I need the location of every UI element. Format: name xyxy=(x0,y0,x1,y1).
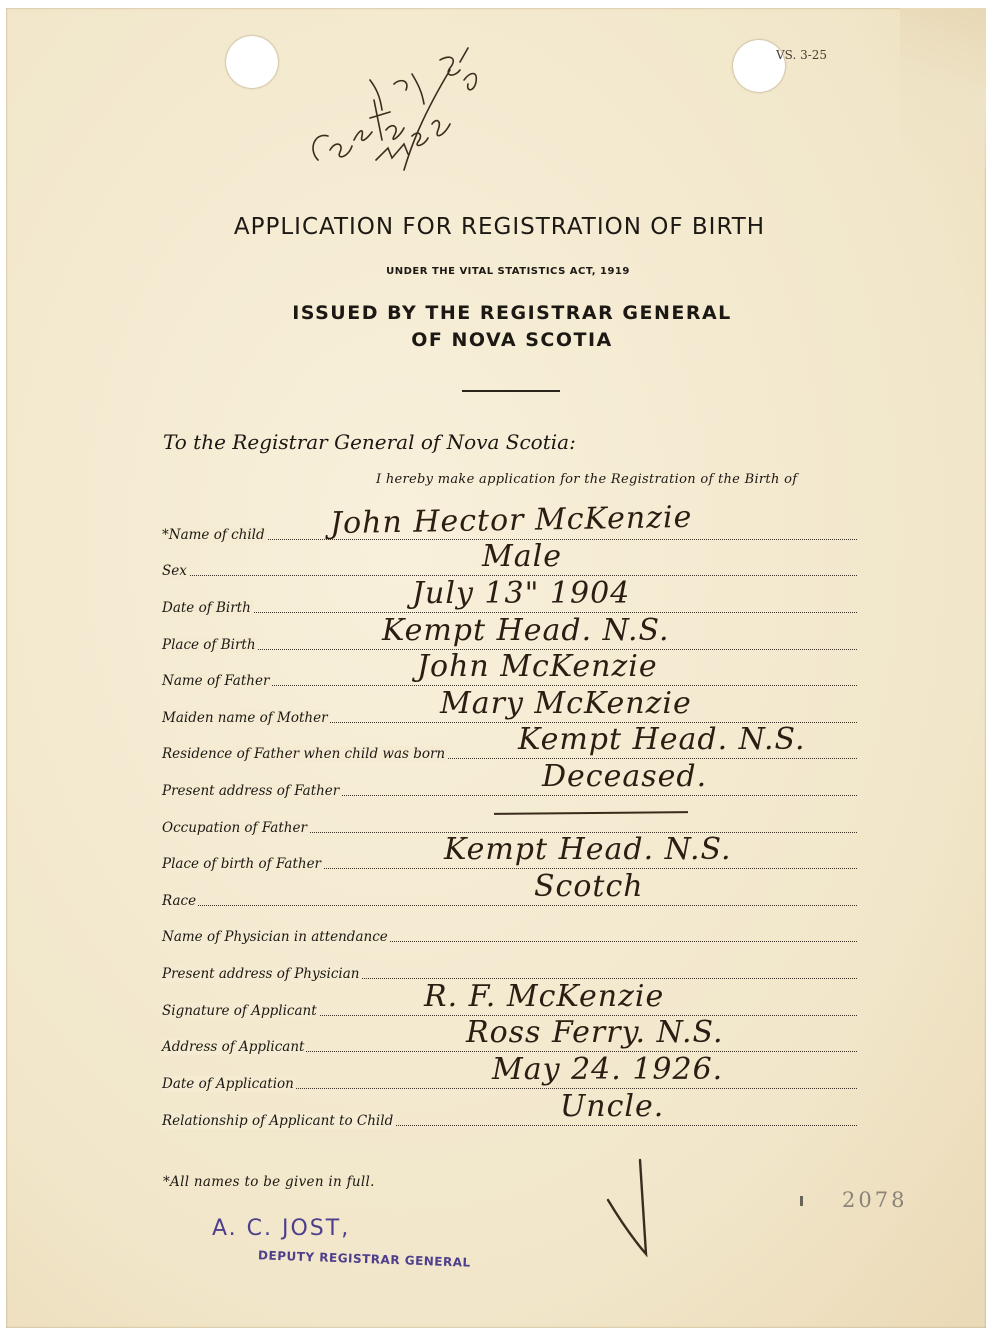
form-code: VS. 3-25 xyxy=(776,48,828,62)
field-present-address-of-father xyxy=(162,759,857,799)
title-divider xyxy=(462,390,560,392)
registrar-stamp-name: A. C. JOST, xyxy=(212,1216,351,1241)
field-value: Mary McKenzie xyxy=(440,686,692,721)
field-place-of-birth xyxy=(162,613,857,653)
field-residence-of-father xyxy=(162,722,857,762)
field-label: Name of Father xyxy=(162,673,270,689)
field-label: Present address of Father xyxy=(162,783,340,799)
field-label: Relationship of Applicant to Child xyxy=(162,1113,394,1129)
serial-number: 2078 xyxy=(842,1188,908,1212)
field-value: Ross Ferry. N.S. xyxy=(466,1015,724,1050)
field-value: Deceased. xyxy=(542,759,708,794)
field-value: Kempt Head. N.S. xyxy=(518,722,806,757)
issuer-line-2: OF NOVA SCOTIA xyxy=(411,329,613,351)
registrar-stamp-title: DEPUTY REGISTRAR GENERAL xyxy=(257,1248,471,1270)
field-name-of-physician xyxy=(162,906,857,945)
field-race xyxy=(162,869,857,909)
field-address-of-applicant xyxy=(162,1015,857,1055)
issuer-heading xyxy=(0,300,999,354)
field-date-of-application xyxy=(162,1052,857,1092)
field-label: Maiden name of Mother xyxy=(162,710,328,726)
intro-text: I hereby make application for the Registration of the Birth of xyxy=(376,472,798,487)
issuer-line-1: ISSUED BY THE REGISTRAR GENERAL xyxy=(292,302,732,324)
checkmark-icon xyxy=(600,1130,670,1260)
field-label: Date of Application xyxy=(162,1076,294,1092)
field-relationship-of-applicant xyxy=(162,1089,857,1129)
footnote: *All names to be given in full. xyxy=(163,1174,375,1190)
field-label: Race xyxy=(162,893,197,909)
field-value: R. F. McKenzie xyxy=(424,979,665,1014)
form-title: APPLICATION FOR REGISTRATION OF BIRTH xyxy=(233,214,766,240)
salutation: To the Registrar General of Nova Scotia: xyxy=(163,430,576,454)
field-value: Male xyxy=(482,539,562,574)
field-label: Place of Birth xyxy=(162,637,256,653)
handwritten-note xyxy=(300,40,490,180)
punch-hole-left xyxy=(226,36,278,88)
folded-corner xyxy=(900,8,986,168)
field-label: Address of Applicant xyxy=(162,1039,305,1055)
field-label: Present address of Physician xyxy=(162,966,360,982)
field-value: Scotch xyxy=(534,869,644,904)
field-label: Occupation of Father xyxy=(162,820,307,836)
field-value: July 13" 1904 xyxy=(412,576,631,611)
field-label: Sex xyxy=(162,563,187,579)
svg-text:Certs sent May 27/26: Certs sent May 27/26 xyxy=(300,40,311,41)
field-value: May 24. 1926. xyxy=(492,1052,724,1087)
field-value: John Hector McKenzie xyxy=(329,499,693,542)
field-value: John McKenzie xyxy=(417,649,658,684)
serial-mark xyxy=(800,1196,803,1206)
field-date-of-birth xyxy=(162,576,857,616)
field-label: Place of birth of Father xyxy=(162,856,322,872)
field-place-of-birth-of-father xyxy=(162,832,857,872)
field-label: Name of Physician in attendance xyxy=(162,929,388,945)
field-maiden-name-of-mother xyxy=(162,686,857,726)
field-value: Kempt Head. N.S. xyxy=(382,613,670,648)
field-value: Kempt Head. N.S. xyxy=(444,832,732,867)
field-name-of-child xyxy=(162,499,857,543)
field-signature-of-applicant xyxy=(162,979,857,1019)
field-label: Date of Birth xyxy=(162,600,251,616)
field-label: *Name of child xyxy=(162,527,265,543)
field-present-address-of-physician xyxy=(162,943,857,982)
field-occupation-of-father xyxy=(162,797,857,836)
field-label: Residence of Father when child was born xyxy=(162,746,446,762)
field-label: Signature of Applicant xyxy=(162,1003,317,1019)
field-value: Uncle. xyxy=(560,1089,665,1124)
field-sex xyxy=(162,539,857,579)
form-subtitle: UNDER THE VITAL STATISTICS ACT, 1919 xyxy=(386,266,630,277)
field-name-of-father xyxy=(162,649,857,689)
